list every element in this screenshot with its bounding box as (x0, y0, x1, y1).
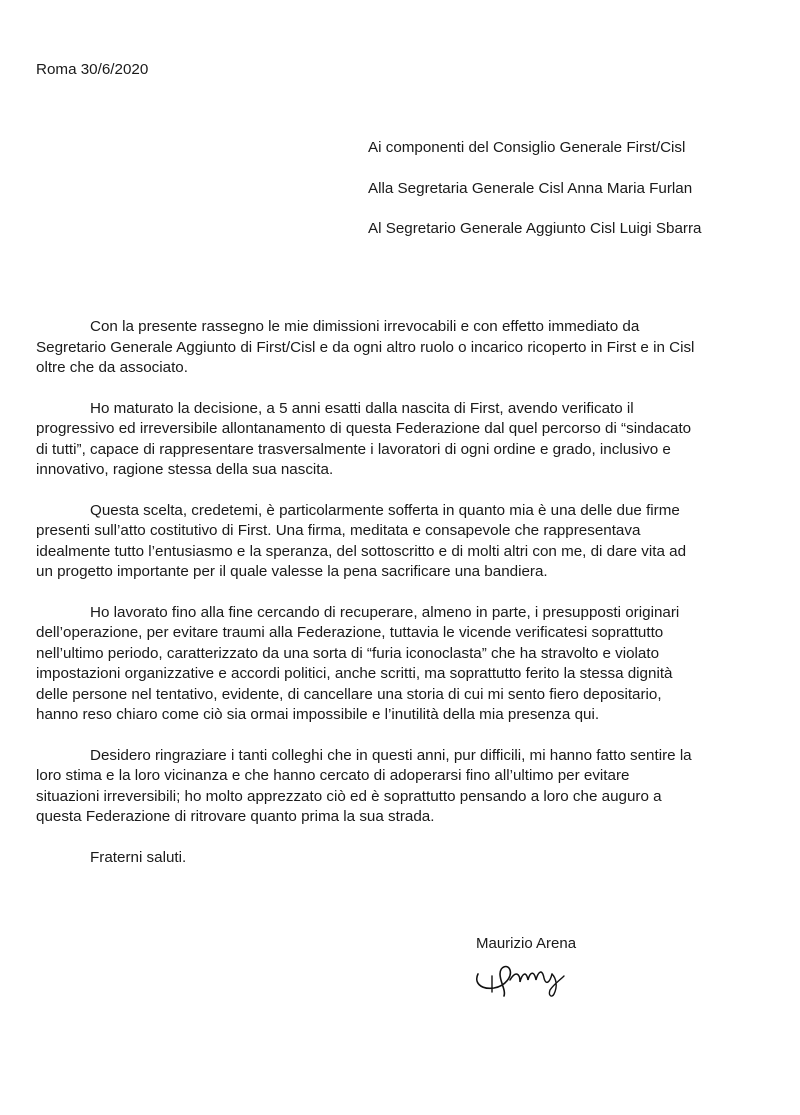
text-line: questa Federazione di ritrovare quanto prima la sua strada. (36, 808, 435, 825)
text-line: oltre che da associato. (36, 359, 188, 376)
handwritten-signature (470, 940, 580, 1000)
closing-salutation: Fraterni saluti. (90, 848, 187, 866)
text-line: innovativo, ragione stessa della sua nascita. (36, 461, 334, 478)
text-line: di tutti”, capace di rappresentare trasversalmente i lavoratori di ogni ordine e grado, inclusivo e (36, 440, 671, 458)
text-line: un progetto importante per il quale valesse la pena sacrificare una bandiera. (36, 563, 548, 580)
recipient-line: Alla Segretaria Generale Cisl Anna Maria Furlan (368, 179, 693, 197)
text-line: Con la presente rassegno le mie dimissioni irrevocabili e con effetto immediato da (90, 318, 640, 335)
text-line: idealmente tutto l’entusiasmo e la speranza, del sottoscritto e di molti altri con me, di dare vita ad (36, 542, 687, 560)
text-line: Ho lavorato fino alla fine cercando di recuperare, almeno in parte, i presupposti originari (90, 603, 680, 621)
text-line: Questa scelta, credetemi, è particolarmente sofferta in quanto mia è una delle due firme (90, 501, 680, 519)
text-line: Desidero ringraziare i tanti colleghi che in questi anni, pur difficili, mi hanno fatto sentire la (90, 746, 692, 764)
text-line: hanno reso chiaro come ciò sia ormai impossibile e l’inutilità della mia presenza qui. (36, 706, 600, 723)
paragraph-resignation (36, 317, 764, 379)
text-line: impostazioni organizzative e accordi politici, anche scritti, ma soprattutto ferito la stessa dignità (36, 665, 673, 682)
text-line: loro stima e la loro vicinanza e che hanno cercato di adoperarsi fino all’ultimo per evitare (36, 767, 630, 784)
recipient-line: Al Segretario Generale Aggiunto Cisl Luigi Sbarra (368, 220, 702, 237)
text-line: Ho maturato la decisione, a 5 anni esatti dalla nascita di First, avendo verificato il (90, 399, 634, 417)
paragraph-choice (36, 501, 764, 583)
text-line: nell’ultimo periodo, caratterizzato da una sorta di “furia iconoclasta” che ha stravolto e violato (36, 644, 660, 662)
text-line: dell’operazione, per evitare traumi alla Federazione, tuttavia le vicende verificatesi soprattutto (36, 624, 664, 641)
letter-body (36, 317, 764, 868)
text-line: delle persone nel tentativo, evidente, di cancellare una storia di cui mi sento fiero depositario, (36, 685, 662, 703)
signature-block (470, 930, 650, 1000)
paragraph-work (36, 603, 764, 726)
paragraph-decision (36, 399, 764, 481)
recipients-block (368, 138, 788, 260)
text-line: Segretario Generale Aggiunto di First/Cisl e da ogni altro ruolo o incarico ricoperto in First e in Cisl (36, 338, 695, 356)
text-line: presenti sull’atto costitutivo di First. Una firma, meditata e consapevole che rappresentava (36, 522, 641, 539)
text-line: progressivo ed irreversibile allontanamento di questa Federazione dal quel percorso di “sindacato (36, 420, 692, 437)
place-date: Roma 30/6/2020 (36, 61, 149, 78)
recipient-line: Ai componenti del Consiglio Generale First/Cisl (368, 139, 686, 156)
paragraph-thanks (36, 746, 764, 828)
signer-name: Maurizio Arena (476, 935, 577, 952)
text-line: situazioni irreversibili; ho molto apprezzato ciò ed è soprattutto pensando a loro che auguro a (36, 787, 662, 805)
